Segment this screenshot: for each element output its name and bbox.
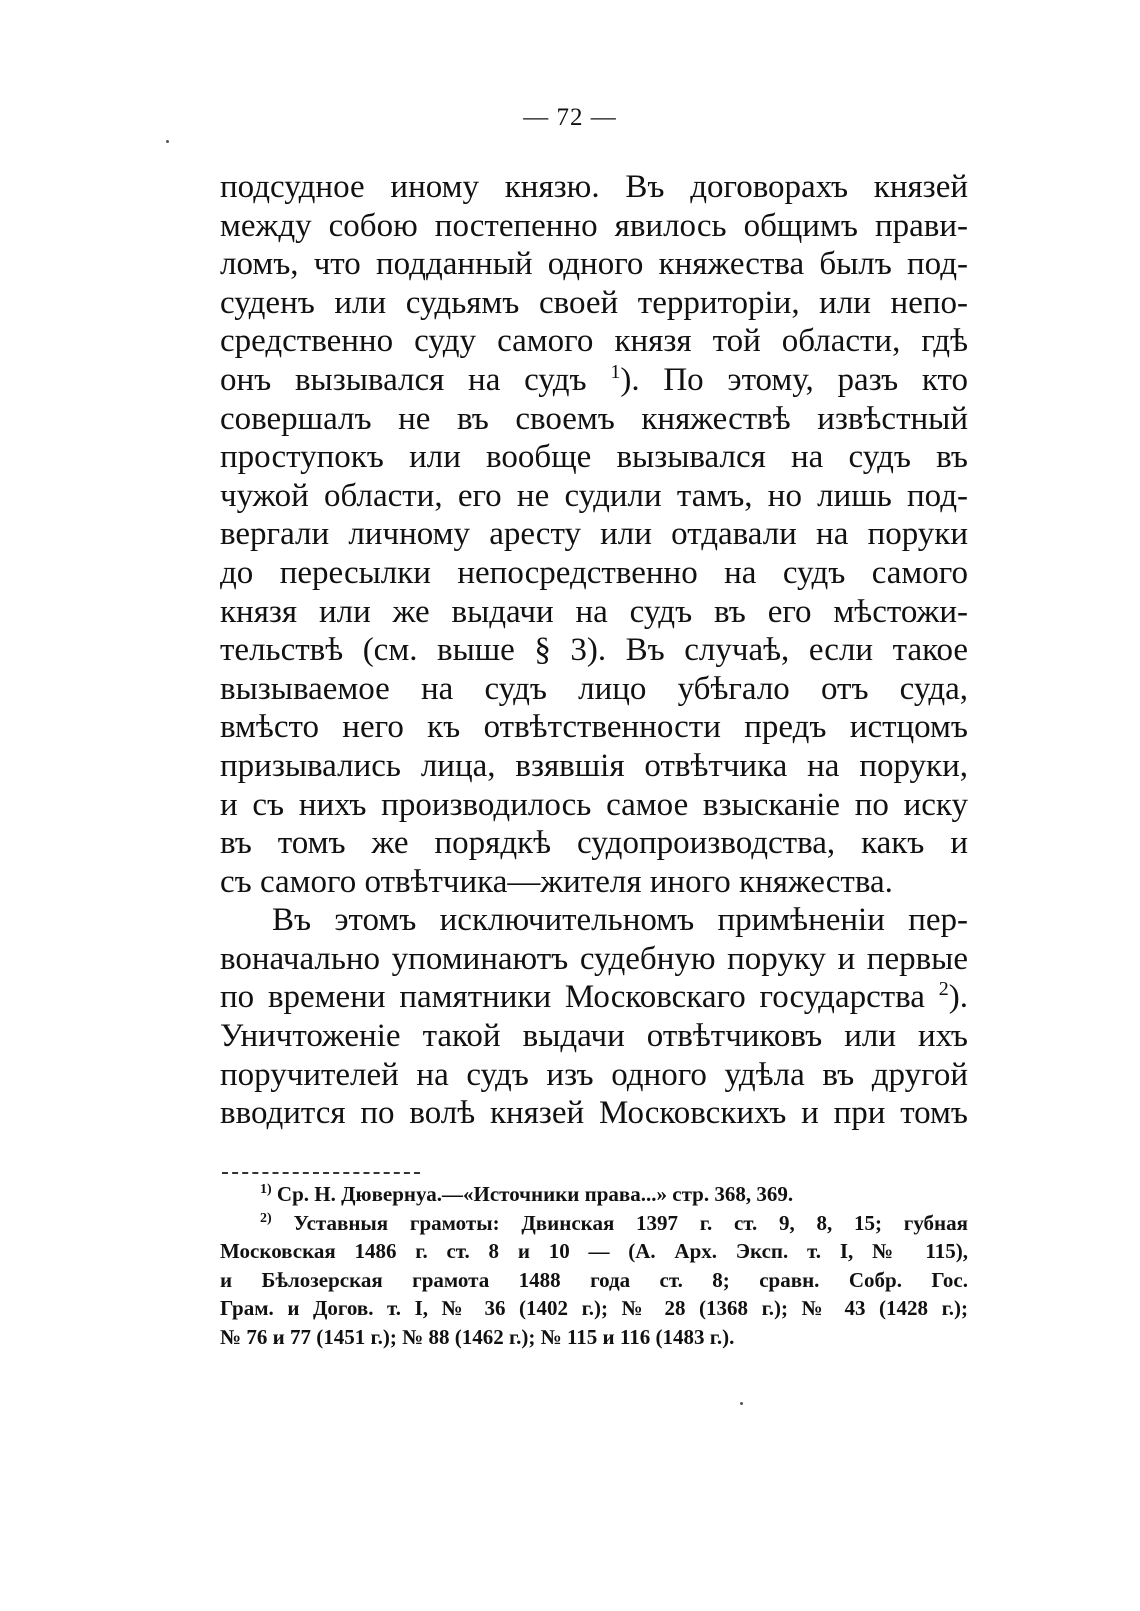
text-line: Въ этомъ исключительномъ примѣненіи пер- [272, 902, 968, 939]
text-line: ломъ, что подданный одного княжества былъ под- [220, 246, 968, 283]
text-line: тельствѣ (см. выше § 3). Въ случаѣ, если такое [220, 632, 968, 669]
footnote-line: Московская 1486 г. ст. 8 и 10 — (А. Арх. Эксп. т. I, № 115), [220, 1239, 968, 1263]
text-line: въ томъ же порядкѣ судопроизводства, какъ и [220, 825, 968, 862]
footnote-marker: 2) [260, 1210, 272, 1226]
text-line: вызываемое на судъ лицо убѣгало отъ суда, [220, 670, 968, 707]
text-line: съ самого отвѣтчика—жителя иного княжества. [220, 863, 893, 900]
text-line: и съ нихъ производилось самое взысканіе по иску [220, 786, 968, 823]
text-line: вводится по волѣ князей Московскихъ и при томъ [220, 1095, 968, 1132]
text-line [220, 978, 968, 1017]
footnote-line: № 76 и 77 (1451 г.); № 88 (1462 г.); № 115 и 116 (1483 г.). [220, 1324, 735, 1349]
footnote-marker: 1) [260, 1182, 272, 1197]
footnote-text: Ср. Н. Дювернуа.—«Источники права...» стр. 368, 369. [276, 1182, 794, 1206]
footnote-ref-1: 1 [610, 360, 621, 383]
footnote-text: Уставныя грамоты: Двинская 1397 г. ст. 9, 8, 15; губная [293, 1210, 969, 1235]
footnote-divider [222, 1172, 420, 1174]
text-line: Уничтоженіе такой выдачи отвѣтчиковъ или ихъ [220, 1018, 968, 1055]
text-line: средственно суду самого князя той области, гдѣ [220, 323, 968, 360]
body-text [220, 168, 968, 1133]
text-line: призывались лица, взявшія отвѣтчика на поруки, [220, 747, 968, 784]
footnote-2 [220, 1209, 968, 1238]
text-line [220, 361, 968, 400]
footnote-line: Грам. и Догов. т. I, № 36 (1402 г.); № 28 (1368 г.); № 43 (1428 г.); [220, 1296, 968, 1320]
text-line: суденъ или судьямъ своей территоріи, или непо- [220, 284, 968, 321]
text-line: между собою постепенно явилось общимъ прави- [220, 207, 968, 244]
footnotes [220, 1180, 968, 1351]
scan-speck [740, 1402, 743, 1405]
text-line: чужой области, его не судили тамъ, но лишь под- [220, 477, 968, 514]
text-line: до пересылки непосредственно на судъ самого [220, 554, 968, 591]
text-line: совершалъ не въ своемъ княжествѣ извѣстный [220, 400, 968, 437]
text-line: князя или же выдачи на судъ въ его мѣстожи- [220, 593, 968, 630]
text-line: проступокъ или вообще вызывался на судъ въ [220, 439, 968, 476]
text-line: воначально упоминаютъ судебную поруку и первые [220, 940, 968, 977]
text-fragment: по времени памятники Московскаго государства [220, 979, 925, 1016]
footnote-ref-2: 2 [938, 978, 949, 1001]
scan-speck [166, 140, 169, 143]
footnote-line: и Бѣлозерская грамота 1488 года ст. 8; сравн. Собр. Гос. [220, 1267, 968, 1292]
page-number: — 72 — [523, 104, 617, 131]
text-line: подсудное иному князю. Въ договорахъ князей [220, 169, 968, 205]
text-line: вергали личному аресту или отдавали на поруки [220, 516, 968, 553]
text-line: вмѣсто него къ отвѣтственности предъ истцомъ [220, 709, 968, 746]
text-line: поручителей на судъ изъ одного удѣла въ другой [220, 1056, 968, 1093]
text-fragment: ). [948, 979, 968, 1016]
text-fragment: ). По этому, разъ кто [620, 361, 969, 398]
text-fragment: онъ вызывался на судъ [220, 361, 587, 398]
footnote-1 [220, 1180, 968, 1209]
